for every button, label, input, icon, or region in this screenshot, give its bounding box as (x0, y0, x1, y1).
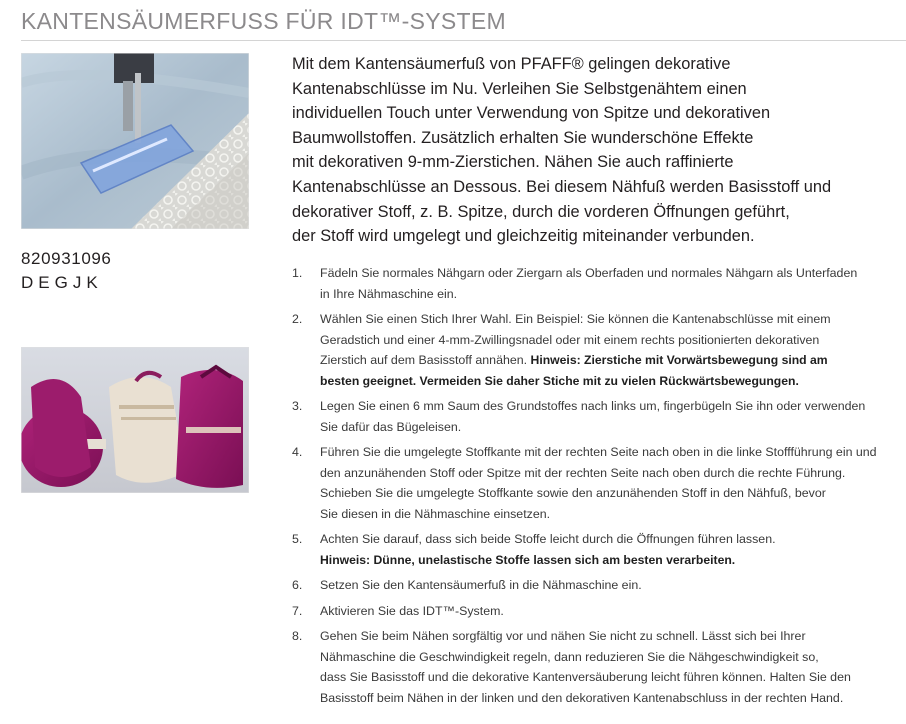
intro-line: individuellen Touch unter Verwendung von Spitze und dekorativen (292, 104, 771, 123)
step-number: 8. (292, 629, 303, 643)
intro-line: der Stoff wird umgelegt und gleichzeitig miteinander verbunden. (292, 227, 755, 246)
instruction-step (292, 529, 904, 570)
step-text-line (320, 350, 904, 371)
step-text: Basisstoff beim Nähen in der linken und den dekorativen Kantenabschluss in der rechten Hand. (320, 690, 844, 705)
step-text-line (320, 309, 904, 330)
step-text: Geradstich und einer 4-mm-Zwillingsnadel oder mit einem rechts positionierten dekorativen (320, 332, 820, 347)
sachets-photo (21, 347, 249, 493)
step-text-line (320, 284, 904, 305)
step-text-line (320, 263, 904, 284)
step-text-line (320, 442, 904, 463)
step-text: Führen Sie die umgelegte Stoffkante mit der rechten Seite nach oben in die linke Stoffführung ein und (320, 445, 877, 459)
step-text-line (320, 463, 904, 484)
step-hint: Hinweis: Dünne, unelastische Stoffe lassen sich am besten verarbeiten. (320, 552, 736, 567)
step-number: 7. (292, 603, 303, 618)
step-text-line (320, 417, 904, 438)
instruction-step (292, 575, 904, 596)
step-text: Fädeln Sie normales Nähgarn oder Ziergarn als Oberfaden und normales Nähgarn als Unterfaden (320, 266, 858, 280)
intro-line: dekorativer Stoff, z. B. Spitze, durch die vorderen Öffnungen geführt, (292, 202, 790, 221)
intro-line: Mit dem Kantensäumerfuß von PFAFF® gelingen dekorative (292, 55, 731, 73)
instructions-list (292, 263, 904, 713)
intro-line: Kantenabschlüsse an Dessous. Bei diesem Nähfuß werden Basisstoff und (292, 177, 832, 196)
step-text-line (320, 483, 904, 504)
step-text: Setzen Sie den Kantensäumerfuß in die Nähmaschine ein. (320, 578, 642, 592)
page-title: KANTENSÄUMERFUSS FÜR IDT™-SYSTEM (21, 8, 506, 34)
presser-foot-photo (21, 53, 249, 229)
step-text: Schieben Sie die umgelegte Stoffkante sowie den anzunähenden Stoff in den Nähfuß, bevor (320, 486, 826, 500)
instruction-step (292, 263, 904, 304)
step-number: 5. (292, 532, 303, 546)
intro-line: mit dekorativen 9-mm-Zierstichen. Nähen Sie auch raffinierte (292, 153, 734, 172)
step-text-line (320, 396, 904, 417)
intro-line: Baumwollstoffen. Zusätzlich erhalten Sie wunderschöne Effekte (292, 128, 754, 147)
step-text-line (320, 504, 904, 525)
step-number: 2. (292, 312, 303, 326)
instruction-step (292, 601, 904, 622)
step-text: Zierstich auf dem Basisstoff annähen. (320, 353, 528, 367)
step-text: den anzunähenden Stoff oder Spitze mit der rechten Seite nach oben durch die rechte Führung. (320, 465, 846, 480)
step-text: Wählen Sie einen Stich Ihrer Wahl. Ein Beispiel: Sie können die Kantenabschlüsse mit einem (320, 312, 831, 326)
title-divider (21, 40, 906, 41)
instruction-step (292, 309, 904, 391)
step-text-line (320, 626, 904, 647)
step-text-line (320, 575, 904, 596)
instruction-step (292, 442, 904, 524)
step-text: Nähmaschine die Geschwindigkeit regeln, dann reduzieren Sie die Nähgeschwindigkeit so, (320, 649, 819, 664)
step-text-line (320, 330, 904, 351)
step-number: 6. (292, 578, 303, 592)
step-text: Legen Sie einen 6 mm Saum des Grundstoffes nach links um, fingerbügeln Sie ihn oder verwenden (320, 399, 866, 413)
instruction-step (292, 396, 904, 437)
step-text-line (320, 601, 904, 622)
step-text-line (320, 688, 904, 709)
article-info (21, 247, 221, 295)
country-codes: DEGJK (21, 273, 103, 292)
step-text-line (320, 529, 904, 550)
instruction-step (292, 626, 904, 708)
step-number: 3. (292, 399, 303, 413)
step-text: Achten Sie darauf, dass sich beide Stoffe leicht durch die Öffnungen führen lassen. (320, 532, 776, 546)
step-text: in Ihre Nähmaschine ein. (320, 286, 458, 301)
step-hint: Hinweis: Zierstiche mit Vorwärtsbewegung sind am (530, 353, 828, 367)
step-hint: besten geeignet. Vermeiden Sie daher Stiche mit zu vielen Rückwärtsbewegungen. (320, 373, 799, 388)
step-text-line (320, 647, 904, 668)
article-number: 820931096 (21, 249, 112, 268)
step-text-line (320, 667, 904, 688)
step-text: dass Sie Basisstoff und die dekorative Kantenversäuberung leicht führen können. Halten Sie den (320, 670, 851, 684)
step-text: Sie dafür das Bügeleisen. (320, 419, 462, 434)
step-text: Aktivieren Sie das IDT™-System. (320, 603, 504, 618)
step-number: 4. (292, 445, 303, 459)
intro-text (292, 52, 904, 249)
step-text: Gehen Sie beim Nähen sorgfältig vor und nähen Sie nicht zu schnell. Lässt sich bei Ihrer (320, 629, 806, 643)
step-text: Sie diesen in die Nähmaschine einsetzen. (320, 506, 551, 521)
step-number: 1. (292, 266, 303, 280)
intro-line: Kantenabschlüsse im Nu. Verleihen Sie Selbstgenähtem einen (292, 79, 747, 98)
